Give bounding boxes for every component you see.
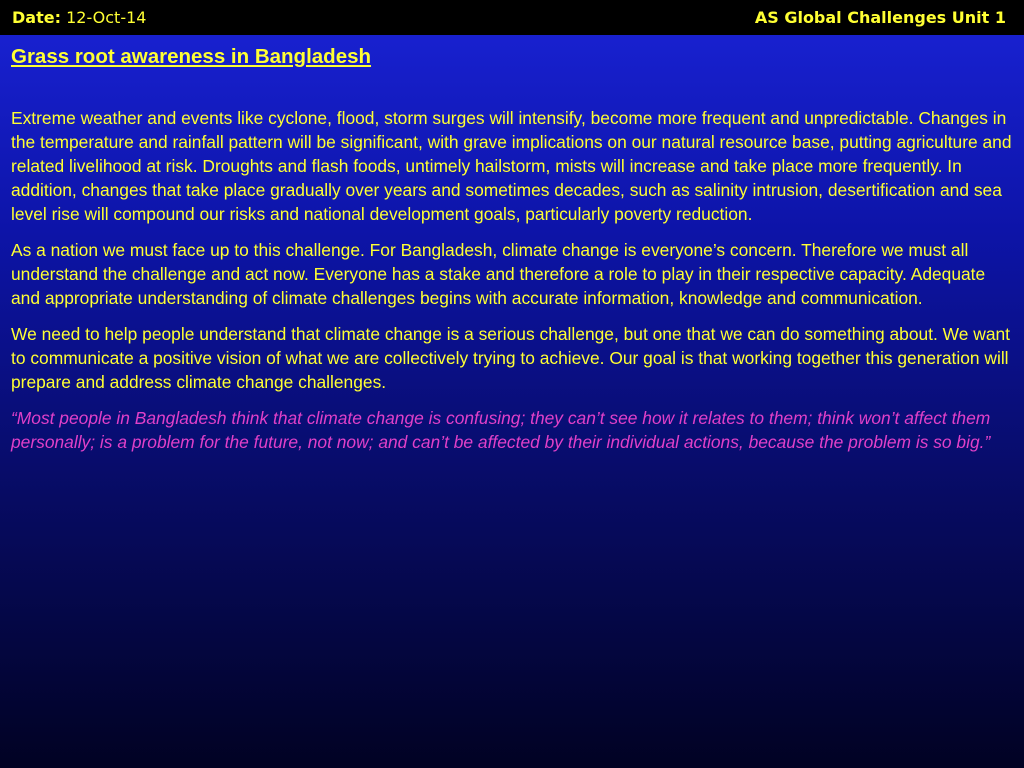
date-value: 12-Oct-14: [66, 8, 147, 27]
quote: “Most people in Bangladesh think that climate change is confusing; they can’t see how it relates to them; think won’t affect them personally; is a problem for the future, not now; and can’t be affected by their individual actions, because the problem is so big.”: [11, 408, 991, 452]
slide-body: [11, 106, 1016, 466]
header-bar: [0, 0, 1024, 35]
paragraph-3: We need to help people understand that climate change is a serious challenge, but one that we can do something about. We want to communicate a positive vision of what we are collectively trying to achieve. Our goal is that working together this generation will prepare and address climate change challenges.: [11, 324, 1011, 392]
slide-title: Grass root awareness in Bangladesh: [11, 45, 372, 68]
date-label: Date:: [12, 8, 61, 27]
unit-title: AS Global Challenges Unit 1: [754, 8, 1006, 27]
paragraph-2: As a nation we must face up to this challenge. For Bangladesh, climate change is everyone’s concern. Therefore we must all understand the challenge and act now. Everyone has a stake and therefore a role to play in their respective capacity. Adequate and appropriate understanding of climate challenges begins with accurate information, knowledge and communication.: [11, 240, 986, 308]
date: [12, 8, 146, 27]
paragraph-1: Extreme weather and events like cyclone, flood, storm surges will intensify, become more frequent and unpredictable. Changes in the temperature and rainfall pattern will be significant, with grave implications on our natural resource base, putting agriculture and related livelihood at risk. Droughts and flash foods, untimely hailstorm, mists will increase and take place more frequently. In addition, changes that take place gradually over years and sometimes decades, such as salinity intrusion, desertification and sea level rise will compound our risks and national development goals, particularly poverty reduction.: [11, 108, 1012, 224]
